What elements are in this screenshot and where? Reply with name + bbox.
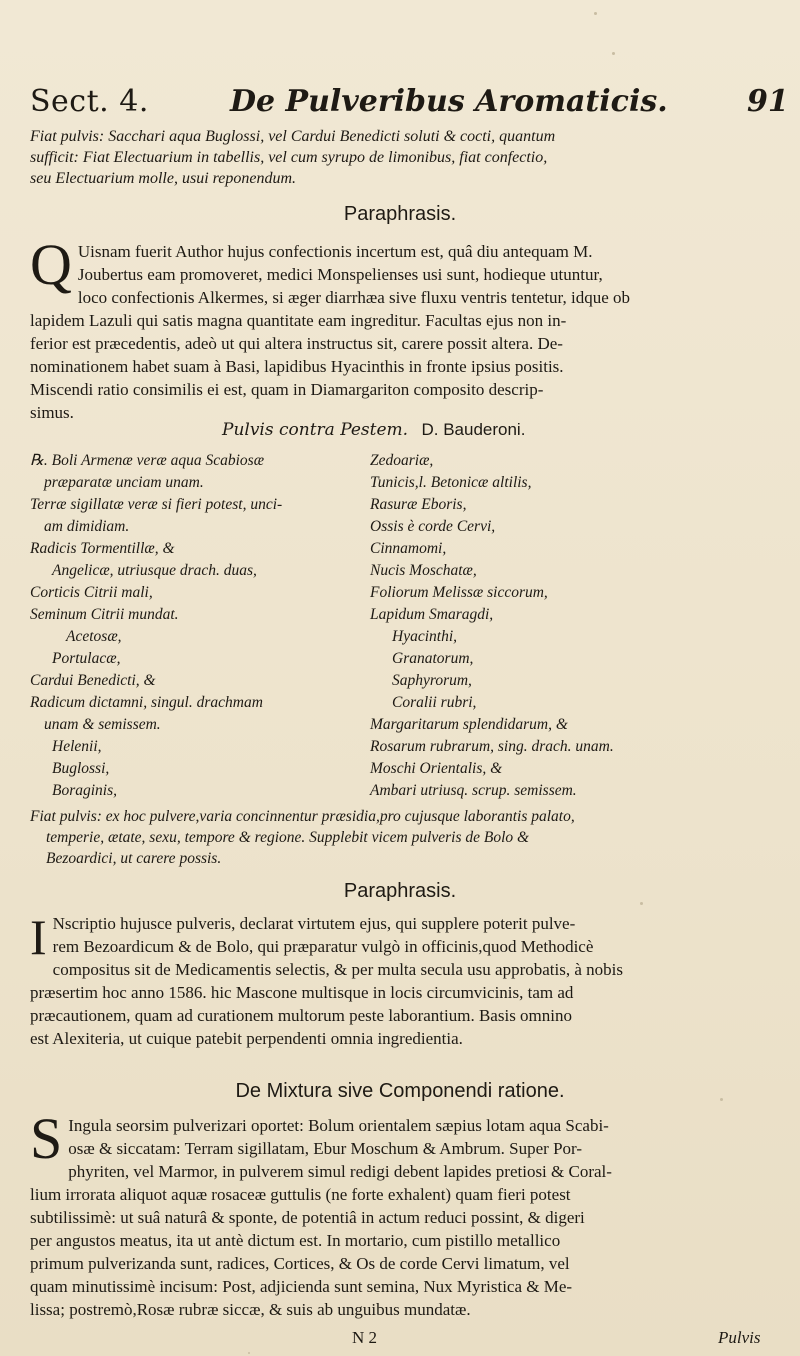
- mixtura-heading: De Mixtura sive Componendi ratione.: [235, 1080, 565, 1102]
- ingredient: Moschi Orientalis, &: [370, 760, 503, 777]
- text-line: rem Bezoardicum & de Bolo, qui præparatur vulgò in officinis,quod Methodicè: [52, 937, 594, 956]
- ingredient: Buglossi,: [52, 760, 110, 777]
- paper-speck: [248, 1352, 250, 1354]
- text-line: simus.: [30, 403, 74, 422]
- ingredient: Ossis è corde Cervi,: [370, 518, 496, 535]
- text-line: per angustos meatus, ita ut antè dictum est. In mortario, cum pistillo metallico: [30, 1231, 561, 1250]
- intro-line: seu Electuarium molle, usui reponendum.: [30, 170, 297, 187]
- catchword: Pulvis: [718, 1328, 761, 1347]
- ingredient: Granatorum,: [392, 650, 474, 667]
- paper-speck: [720, 1098, 723, 1101]
- ingredient: Nucis Moschatæ,: [370, 562, 477, 579]
- text-line: osæ & siccatam: Terram sigillatam, Ebur Moschum & Ambrum. Super Por-: [68, 1139, 583, 1158]
- ingredient: Lapidum Smaragdi,: [370, 606, 494, 623]
- text-line: phyriten, vel Marmor, in pulverem simul redigi debent lapides pretiosi & Coral-: [68, 1162, 612, 1181]
- intro-line: Fiat pulvis: Sacchari aqua Buglossi, vel Cardui Benedicti soluti & cocti, quantum: [30, 128, 556, 145]
- closing-line: Fiat pulvis: ex hoc pulvere,varia concinnentur præsidia,pro cujusque laborantis palato,: [30, 808, 575, 825]
- dropcap-s: S: [30, 1106, 63, 1171]
- ingredient: Acetosæ,: [66, 628, 122, 645]
- text-line: ferior est præcedentis, adeò ut qui altera instructus sit, carere possit altera. De-: [30, 334, 563, 353]
- dropcap-q: Q: [30, 232, 72, 297]
- text-line: quam minutissimè incisum: Post, adjicienda sunt semina, Nux Myristica & Me-: [30, 1277, 573, 1296]
- signature-mark: N 2: [352, 1328, 378, 1347]
- paper-speck: [612, 52, 615, 55]
- text-line: primum pulverizanda sunt, radices, Cortices, & Os de corde Cervi limatum, vel: [30, 1254, 570, 1273]
- intro-block: [30, 126, 770, 189]
- ingredient: Hyacinthi,: [392, 628, 457, 645]
- paraphrasis-text-2: [30, 909, 772, 1050]
- recipe-title: [222, 420, 525, 440]
- ingredient: Foliorum Melissæ siccorum,: [370, 584, 548, 601]
- ingredient: am dimidiam.: [44, 518, 130, 535]
- text-line: lapidem Lazuli qui satis magna quantitate eam ingreditur. Facultas ejus non in-: [30, 311, 567, 330]
- ingredient: Portulacæ,: [52, 650, 121, 667]
- ingredient: unam & semissem.: [44, 716, 161, 733]
- ingredients-left: [30, 450, 360, 802]
- text-line: compositus sit de Medicamentis selectis, & per multa secula usu approbatis, à nobis: [52, 960, 623, 979]
- ingredient: Terræ sigillatæ veræ si fieri potest, unci-: [30, 496, 283, 513]
- text-line: lissa; postremò,Rosæ rubræ siccæ, & suis ab unguibus mundatæ.: [30, 1300, 471, 1319]
- section-label: Sect. 4.: [30, 84, 149, 119]
- text-line: est Alexiteria, ut cuique patebit perpendenti omnia ingredientia.: [30, 1029, 463, 1048]
- text-line: Nscriptio hujusce pulveris, declarat virtutem ejus, qui supplere poterit pulve-: [52, 914, 576, 933]
- ingredient: ℞. Boli Armenæ veræ aqua Scabiosæ: [30, 452, 265, 469]
- ingredients-right: [370, 450, 780, 802]
- ingredient: Rosarum rubrarum, sing. drach. unam.: [370, 738, 614, 755]
- text-line: Miscendi ratio consimilis ei est, quam in Diamargariton composito descrip-: [30, 380, 544, 399]
- mixtura-text: [30, 1106, 772, 1321]
- ingredient: præparatæ unciam unam.: [44, 474, 204, 491]
- intro-line: sufficit: Fiat Electuarium in tabellis, vel cum syrupo de limonibus, fiat confectio,: [30, 149, 548, 166]
- text-line: Ingula seorsim pulverizari oportet: Bolum orientalem sæpius lotam aqua Scabi-: [68, 1116, 609, 1135]
- text-line: præcautionem, quam ad curationem multorum peste laborantium. Basis omnino: [30, 1006, 572, 1025]
- text-line: nominationem habet suam à Basi, lapidibus Hyacinthis in fronte ipsius positis.: [30, 357, 564, 376]
- ingredient: Radicum dictamni, singul. drachmam: [30, 694, 263, 711]
- ingredient: Angelicæ, utriusque drach. duas,: [52, 562, 257, 579]
- ingredient: Tunicis,l. Betonicæ altilis,: [370, 474, 532, 491]
- text-line: loco confectionis Alkermes, si æger diarrhæa sive fluxu ventris tentetur, idque ob: [77, 288, 631, 307]
- ingredient: Seminum Citrii mundat.: [30, 606, 179, 623]
- recipe-closing: [30, 806, 780, 869]
- recipe-author: D. Bauderoni.: [421, 420, 526, 439]
- paper-speck: [640, 902, 643, 905]
- text-line: Uisnam fuerit Author hujus confectionis incertum est, quâ diu antequam M.: [77, 242, 593, 261]
- closing-line: Bezoardici, ut carere possis.: [46, 850, 222, 867]
- ingredient: Saphyrorum,: [392, 672, 472, 689]
- dropcap-i: I: [30, 909, 47, 965]
- recipe-name: Pulvis contra Pestem.: [222, 420, 409, 440]
- paraphrasis-text-1: [30, 232, 772, 424]
- ingredient: Boraginis,: [52, 782, 118, 799]
- ingredient: Zedoariæ,: [370, 452, 434, 469]
- ingredient: Cardui Benedicti, &: [30, 672, 156, 689]
- ingredient: Ambari utriusq. scrup. semissem.: [370, 782, 577, 799]
- text-line: lium irrorata aliquot aquæ rosaceæ guttulis (ne forte exhalent) quam fieri potest: [30, 1185, 571, 1204]
- paraphrasis-heading-2: Paraphrasis.: [343, 880, 457, 902]
- running-title: De Pulveribus Aromaticis.: [230, 84, 668, 119]
- ingredient: Cinnamomi,: [370, 540, 447, 557]
- text-line: Joubertus eam promoveret, medici Monspelienses usi sunt, hodieque utuntur,: [77, 265, 603, 284]
- text-line: subtilissimè: ut suâ naturâ & sponte, de potentiâ in actum reduci possint, & digeri: [30, 1208, 585, 1227]
- ingredient: Margaritarum splendidarum, &: [370, 716, 568, 733]
- page-number: 91: [747, 84, 789, 119]
- ingredient: Radicis Tormentillæ, &: [30, 540, 175, 557]
- ingredient: Coralii rubri,: [392, 694, 477, 711]
- ingredient: Helenii,: [52, 738, 102, 755]
- paper-speck: [594, 12, 597, 15]
- ingredient: Corticis Citrii mali,: [30, 584, 153, 601]
- paraphrasis-heading-1: Paraphrasis.: [343, 203, 457, 225]
- ingredient: Rasuræ Eboris,: [370, 496, 467, 513]
- text-line: præsertim hoc anno 1586. hic Masconе multisque in locis circumvicinis, tam ad: [30, 983, 574, 1002]
- closing-line: temperie, ætate, sexu, tempore & regione. Supplebit vicem pulveris de Bolo &: [46, 829, 530, 846]
